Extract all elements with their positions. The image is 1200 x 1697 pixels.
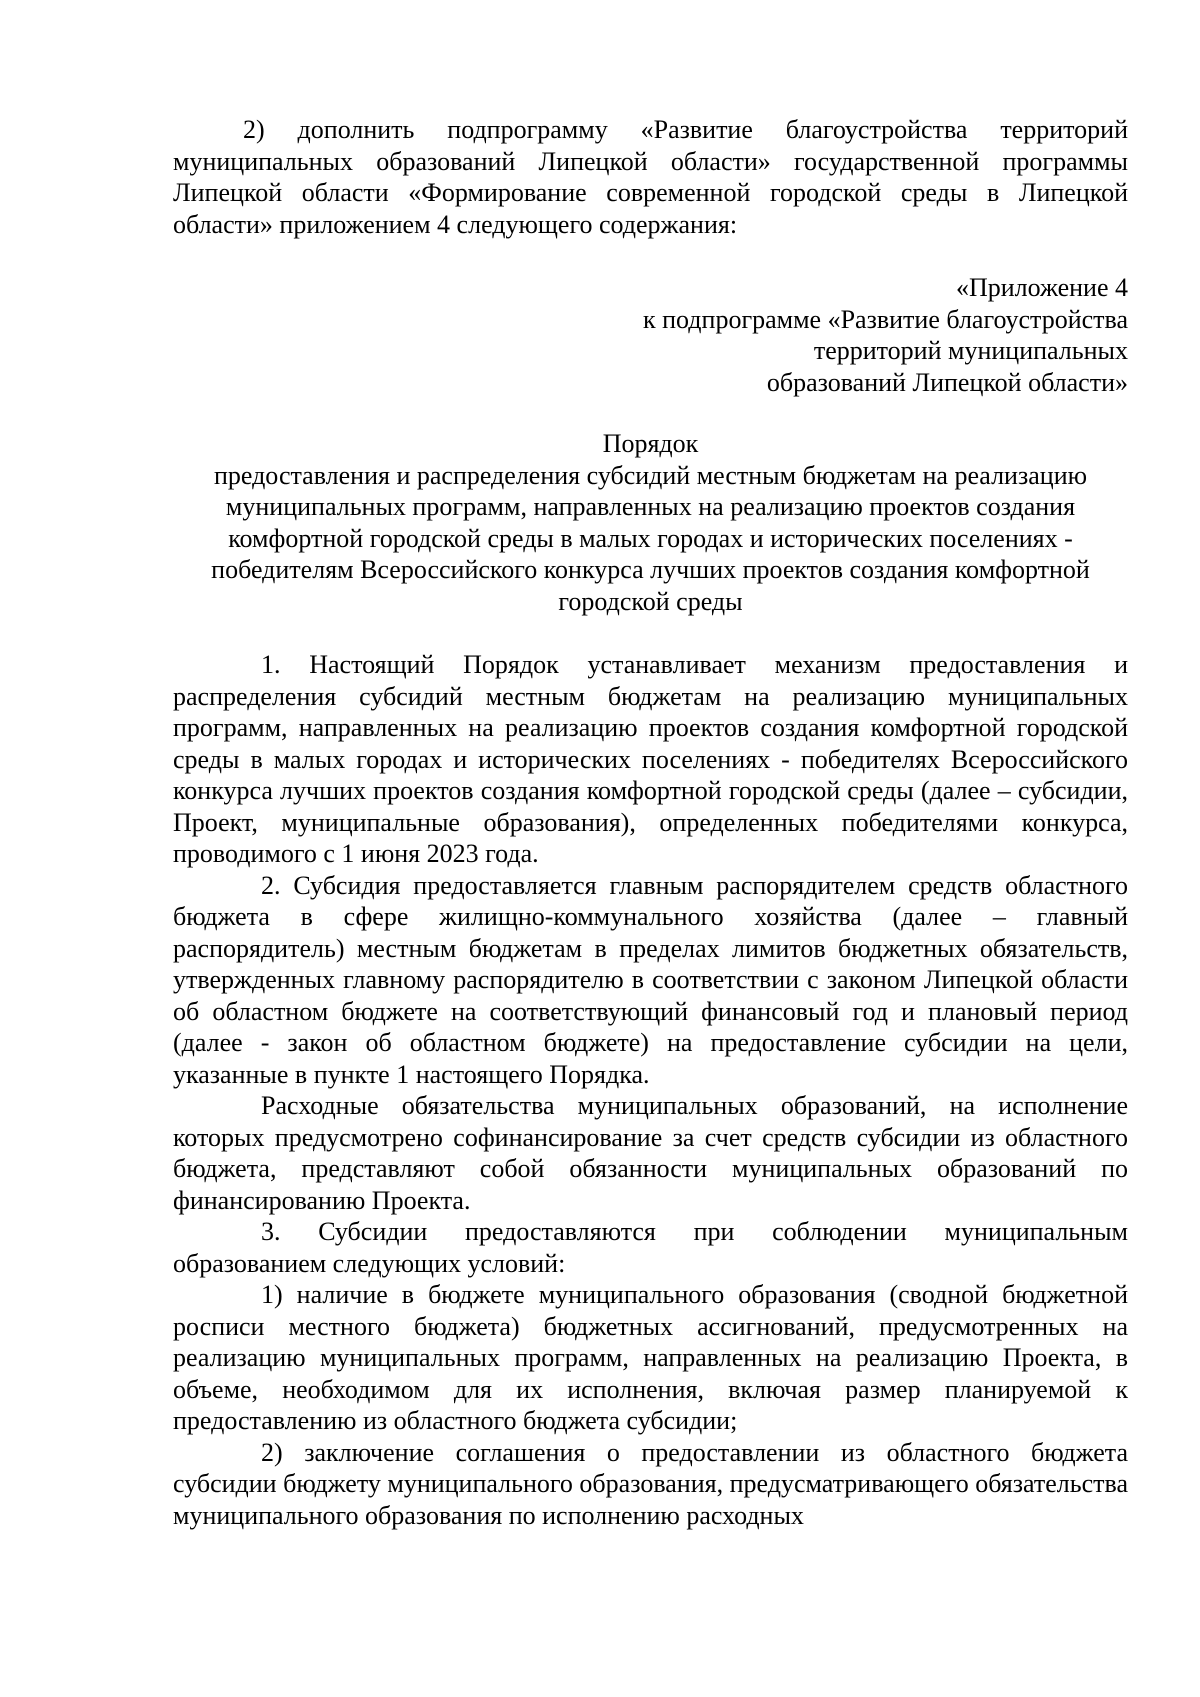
title-heading: Порядок <box>602 429 699 458</box>
body-paragraph: Расходные обязательства муниципальных образований, на исполнение которых предусмотрено софинансирование за счет средств субсидии из областного бюджета, представляют собой обязанности муниципальных образований по финансированию Проекта. <box>173 1091 1128 1215</box>
intro-paragraph: 2) дополнить подпрограмму «Развитие благоустройства территорий муниципальных образований Липецкой области» государственной программы Липецкой области «Формирование современной городской среды в Липецкой области» приложением 4 следующего содержания: <box>173 115 1128 239</box>
title-subtitle-line: победителям Всероссийского конкурса лучших проектов создания комфортной <box>211 555 1090 584</box>
appendix-line: территорий муниципальных <box>813 336 1128 365</box>
document-page <box>173 114 1128 1531</box>
title-subtitle-line: муниципальных программ, направленных на реализацию проектов создания <box>225 492 1076 521</box>
body-paragraph: 2) заключение соглашения о предоставлении из областного бюджета субсидии бюджету муниципального образования, предусматривающего обязательства муниципального образования по исполнению расходных <box>173 1437 1128 1530</box>
body-paragraph: 1) наличие в бюджете муниципального образования (сводной бюджетной росписи местного бюджета) бюджетных ассигнований, предусмотренных на реализацию муниципальных программ, направленных на реализацию Проекта, в объеме, необходимом для их исполнения, включая размер планируемой к предоставлению из областного бюджета субсидии; <box>173 1280 1128 1435</box>
title-subtitle-line: предоставления и распределения субсидий местным бюджетам на реализацию <box>213 460 1088 490</box>
title-subtitle-line: комфортной городской среды в малых городах и исторических поселениях - <box>228 523 1073 553</box>
title-subtitle-line: городской среды <box>558 586 743 616</box>
document-body <box>173 649 1128 1531</box>
body-paragraph: 2. Субсидия предоставляется главным распорядителем средств областного бюджета в сфере жилищно-коммунального хозяйства (далее – главный распорядитель) местным бюджетам в пределах лимитов бюджетных обязательств, утвержденных главному распорядителю в соответствии с законом Липецкой области об областном бюджете на соответствующий финансовый год и плановый период (далее - закон об областном бюджете) на предоставление субсидии на цели, указанные в пункте 1 настоящего Порядка. <box>173 870 1128 1089</box>
body-paragraph: 3. Субсидии предоставляются при соблюдении муниципальным образованием следующих условий: <box>173 1217 1128 1278</box>
appendix-line: «Приложение 4 <box>955 273 1128 302</box>
appendix-line: образований Липецкой области» <box>766 367 1128 397</box>
body-paragraph: 1. Настоящий Порядок устанавливает механизм предоставления и распределения субсидий местным бюджетам на реализацию муниципальных программ, направленных на реализацию проектов создания комфортной городской среды в малых городах и исторических поселениях - победителях Всероссийского конкурса лучших проектов создания комфортной городской среды (далее – субсидии, Проект, муниципальные образования), определенных победителями конкурса, проводимого с 1 июня 2023 года. <box>173 650 1128 868</box>
appendix-reference <box>173 272 1128 398</box>
appendix-line: к подпрограмме «Развитие благоустройства <box>643 304 1128 334</box>
document-title <box>173 428 1128 617</box>
